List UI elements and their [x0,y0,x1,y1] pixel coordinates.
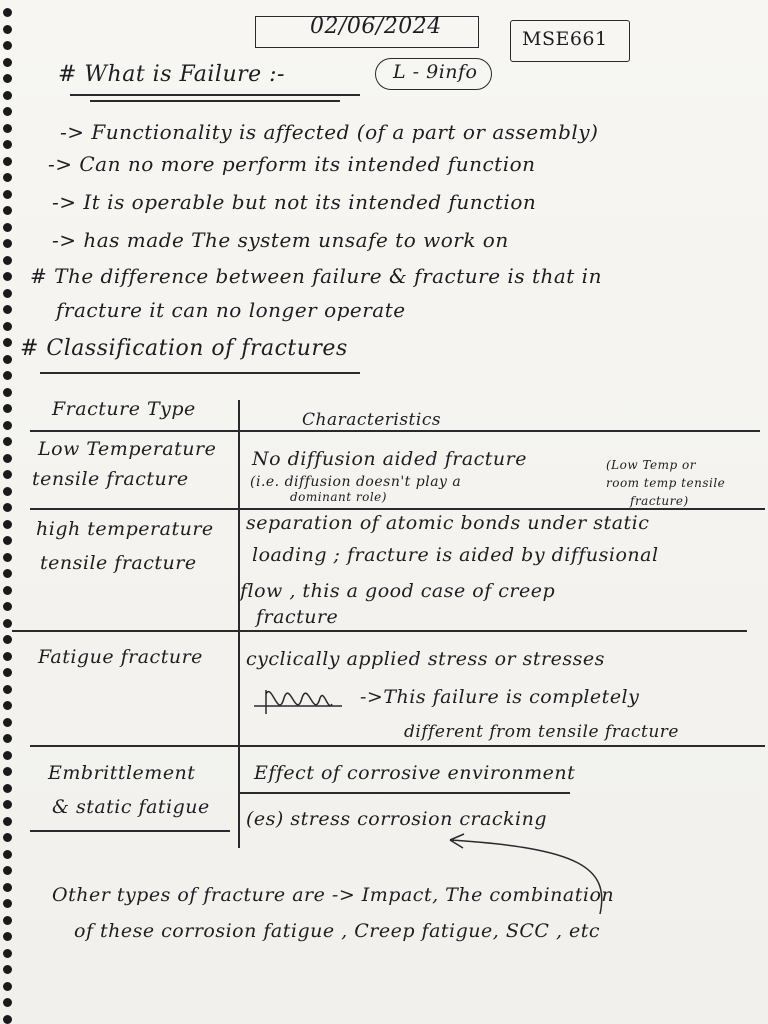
spiral-hole [3,652,12,661]
spiral-hole [3,25,12,34]
spiral-hole [3,388,12,397]
spiral-hole [3,124,12,133]
spiral-hole [3,305,12,314]
spiral-hole [3,338,12,347]
row1-char-line3: dominant role) [290,490,387,504]
spiral-hole [3,784,12,793]
table-header-rule [30,430,760,432]
row1-type-line1: Low Temperature [38,438,217,460]
spiral-hole [3,718,12,727]
cyclic-wave-sketch [252,684,347,724]
spiral-hole [3,949,12,958]
spiral-hole [3,487,12,496]
spiral-hole [3,157,12,166]
spiral-hole [3,289,12,298]
row3-type-line1: Fatigue fracture [38,646,203,668]
table-row-rule-2 [12,630,747,632]
spiral-hole [3,833,12,842]
spiral-hole [3,256,12,265]
title-underline-2 [90,100,340,102]
spiral-hole [3,91,12,100]
footer-line-2: of these corrosion fatigue , Creep fatigue, SCC , etc [74,920,601,942]
spiral-hole [3,58,12,67]
spiral-hole [3,569,12,578]
classification-underline [40,372,360,374]
spiral-hole [3,503,12,512]
spiral-hole [3,107,12,116]
spiral-hole [3,322,12,331]
date-text: 02/06/2024 [310,14,442,39]
row3-char-line3: different from tensile fracture [404,722,679,742]
spiral-hole [3,371,12,380]
row2-type-line1: high temperature [36,518,214,540]
spiral-hole [3,701,12,710]
spiral-hole [3,421,12,430]
row3-char-line2: ->This failure is completely [360,686,640,708]
lecture-label: L - 9info [393,61,478,83]
spiral-hole [3,965,12,974]
spiral-hole [3,800,12,809]
spiral-hole [3,41,12,50]
spiral-hole [3,602,12,611]
row4-type-line2: & static fatigue [52,796,210,818]
row4-char-line2: (es) stress corrosion cracking [246,808,548,830]
spiral-hole [3,272,12,281]
spiral-hole [3,734,12,743]
table-bottom-rule [30,830,230,832]
spiral-hole [3,916,12,925]
title-underline [70,94,360,96]
spiral-hole [3,635,12,644]
row2-char-line3: flow , this a good case of creep [240,580,556,602]
spiral-hole [3,536,12,545]
point-1: -> Functionality is affected (of a part or assembly) [60,120,599,144]
spiral-hole [3,751,12,760]
spiral-hole [3,619,12,628]
table-row-rule-4 [240,792,570,794]
spiral-hole [3,850,12,859]
row1-char-line2: (i.e. diffusion doesn't play a [250,474,462,490]
spiral-hole [3,1015,12,1024]
row1-type-line2: tensile fracture [32,468,189,490]
section-title-classification: # Classification of fractures [20,336,348,361]
col-header-type: Fracture Type [52,398,196,420]
spiral-hole [3,223,12,232]
spiral-hole [3,8,12,17]
spiral-hole [3,767,12,776]
point-5: # The difference between failure & fracture is that in [30,264,602,288]
section-title-failure: # What is Failure :- [58,62,285,87]
point-3: -> It is operable but not its intended function [52,190,537,214]
table-row-rule-3 [30,745,765,747]
row2-type-line2: tensile fracture [40,552,197,574]
row2-char-line4: fracture [256,606,339,628]
row1-note-line2: room temp tensile [606,476,726,490]
spiral-hole [3,454,12,463]
point-2: -> Can no more perform its intended function [48,152,536,176]
spiral-hole [3,355,12,364]
spiral-hole [3,74,12,83]
spiral-hole [3,586,12,595]
point-4: -> has made The system unsafe to work on [52,228,509,252]
spiral-hole [3,685,12,694]
row1-note-line3: fracture) [630,494,689,508]
col-header-characteristics: Characteristics [302,410,442,430]
spiral-hole [3,140,12,149]
spiral-hole [3,553,12,562]
row4-char-line1: Effect of corrosive environment [254,762,576,784]
row4-type-line1: Embrittlement [48,762,196,784]
spiral-hole [3,932,12,941]
spiral-hole [3,470,12,479]
table-divider-vertical [238,400,240,848]
spiral-hole [3,437,12,446]
table-row-rule-1 [30,508,765,510]
row3-char-line1: cyclically applied stress or stresses [246,648,605,670]
spiral-binding [0,0,22,1024]
course-code: MSE661 [522,28,608,50]
spiral-hole [3,883,12,892]
row2-char-line1: separation of atomic bonds under static [246,512,650,534]
spiral-hole [3,817,12,826]
spiral-hole [3,520,12,529]
spiral-hole [3,899,12,908]
spiral-hole [3,173,12,182]
spiral-hole [3,982,12,991]
spiral-hole [3,190,12,199]
spiral-hole [3,404,12,413]
spiral-hole [3,206,12,215]
spiral-hole [3,866,12,875]
spiral-hole [3,668,12,677]
row1-note-line1: (Low Temp or [606,458,696,472]
spiral-hole [3,239,12,248]
spiral-hole [3,998,12,1007]
row1-char-line1: No diffusion aided fracture [252,448,527,470]
point-6: fracture it can no longer operate [56,298,406,322]
footer-line-1: Other types of fracture are -> Impact, The combination [52,884,615,906]
row2-char-line2: loading ; fracture is aided by diffusional [252,544,659,566]
